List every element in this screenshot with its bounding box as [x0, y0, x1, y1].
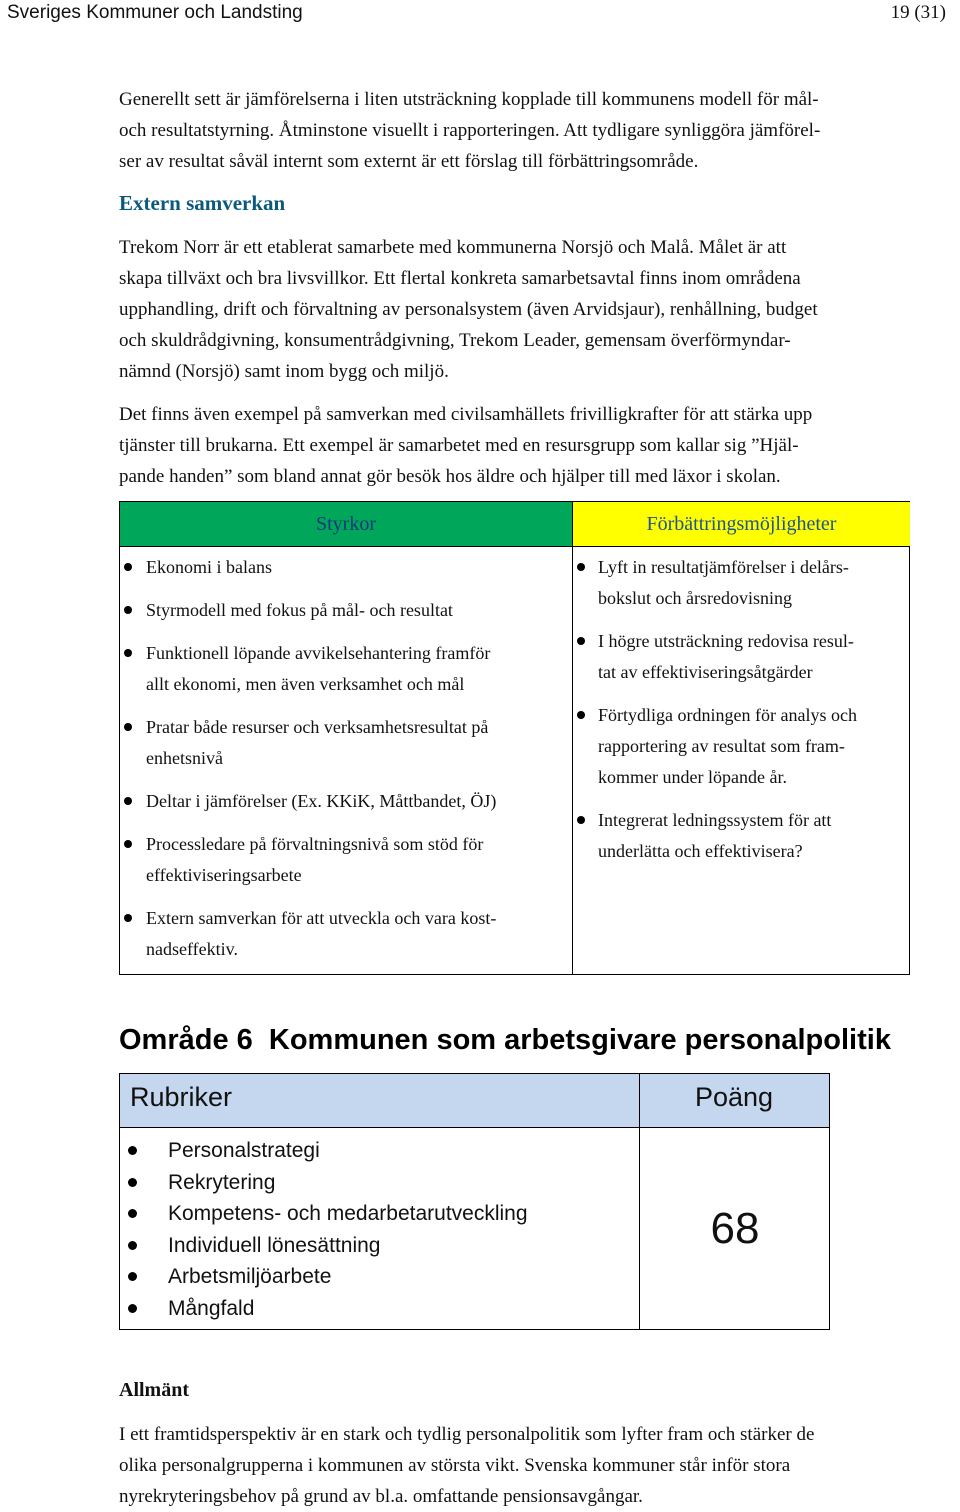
text-line: bokslut och årsredovisning [598, 588, 792, 608]
list-item [598, 805, 903, 867]
bullet-icon [128, 1178, 137, 1187]
bullet-icon [124, 723, 132, 731]
text-line: och resultatstyrning. Åtminstone visuellt i rapporteringen. Att tydligare synliggöra jämförel- [119, 120, 821, 141]
strengths-improvements-table [119, 501, 910, 975]
rubriker-list [168, 1135, 628, 1325]
extern-paragraph-1 [119, 232, 959, 387]
text-line: Lyft in resultatjämförelser i delårs- [598, 557, 849, 577]
text-line: Processledare på förvaltningsnivå som stöd för [146, 834, 484, 854]
list-item [146, 552, 566, 583]
text-line: Extern samverkan för att utveckla och vara kost- [146, 908, 497, 928]
text-line: Pratar både resurser och verksamhetsresultat på [146, 717, 489, 737]
text-line: upphandling, drift och förvaltning av personalsystem (även Arvidsjaur), renhållning, budget [119, 299, 818, 320]
text-line: ser av resultat såväl internt som externt är ett förslag till förbättringsområde. [119, 151, 699, 172]
extern-paragraph-2 [119, 399, 959, 492]
improvements-column [573, 546, 910, 974]
bullet-icon [128, 1272, 137, 1281]
bullet-icon [128, 1241, 137, 1250]
text-line: Ekonomi i balans [146, 557, 272, 577]
list-item [168, 1135, 628, 1167]
text-line: pande handen” som bland annat gör besök hos äldre och hjälper till med läxor i skolan. [119, 466, 781, 487]
text-line: enhetsnivå [146, 748, 223, 768]
bullet-icon [124, 914, 132, 922]
text-line: kommer under löpande år. [598, 767, 787, 787]
intro-paragraph [119, 84, 959, 177]
text-line: Rekrytering [168, 1170, 276, 1194]
bullet-icon [124, 606, 132, 614]
page-number: 19 (31) [890, 2, 946, 23]
text-line: I högre utsträckning redovisa resul- [598, 631, 854, 651]
bullet-icon [124, 563, 132, 571]
text-line: Kompetens- och medarbetarutveckling [168, 1202, 528, 1226]
bullet-icon [128, 1146, 137, 1155]
list-item [146, 829, 566, 891]
text-line: Generellt sett är jämförelserna i liten utsträckning kopplade till kommunens modell för mål- [119, 89, 819, 110]
strengths-column [120, 546, 573, 974]
text-line: och skuldrådgivning, konsumentrådgivning, Trekom Leader, gemensam överförmyndar- [119, 330, 791, 351]
list-item [146, 786, 566, 817]
document-header-organization: Sveriges Kommuner och Landsting [7, 2, 303, 23]
rubriker-score-table [119, 1073, 830, 1330]
improvements-list [598, 552, 903, 879]
text-line: Styrmodell med fokus på mål- och resultat [146, 600, 453, 620]
bullet-icon [577, 816, 585, 824]
text-line: Trekom Norr är ett etablerat samarbete med kommunerna Norsjö och Malå. Målet är att [119, 237, 787, 258]
section-heading-allmant: Allmänt [119, 1379, 189, 1401]
text-line: Integrerat ledningssystem för att [598, 810, 832, 830]
list-item [146, 638, 566, 700]
list-item [598, 626, 903, 688]
list-item [146, 595, 566, 626]
text-line: effektiviseringsarbete [146, 865, 302, 885]
text-line: Funktionell löpande avvikelsehantering framför [146, 643, 491, 663]
text-line: Personalstrategi [168, 1139, 320, 1162]
list-item [168, 1198, 628, 1230]
bullet-icon [124, 840, 132, 848]
bullet-icon [124, 797, 132, 805]
rubriker-table-header [120, 1074, 829, 1128]
text-line: tat av effektiviseringsåtgärder [598, 662, 813, 682]
text-line: Deltar i jämförelser (Ex. KKiK, Måttbandet, ÖJ) [146, 791, 497, 811]
list-item [168, 1293, 628, 1325]
bullet-icon [577, 711, 585, 719]
text-line: rapportering av resultat som fram- [598, 736, 845, 756]
text-line: allt ekonomi, men även verksamhet och mål [146, 674, 465, 694]
text-line: nadseffektiv. [146, 939, 238, 959]
strengths-header: Styrkor [120, 502, 573, 546]
text-line: I ett framtidsperspektiv är en stark och tydlig personalpolitik som lyfter fram och stärker de [119, 1424, 815, 1445]
text-line: Förtydliga ordningen för analys och [598, 705, 857, 725]
list-item [168, 1230, 628, 1262]
list-item [168, 1261, 628, 1293]
column-header-poang: Poäng [695, 1082, 774, 1112]
bullet-icon [128, 1209, 137, 1218]
text-line: Mångfald [168, 1296, 255, 1320]
section-heading-extern-samverkan: Extern samverkan [119, 191, 286, 215]
list-item [598, 700, 903, 793]
list-item [146, 903, 566, 965]
list-item [598, 552, 903, 614]
allmant-paragraph [119, 1419, 959, 1512]
text-line: olika personalgrupperna i kommunen av största vikt. Svenska kommuner står inför stora [119, 1455, 791, 1476]
bullet-icon [128, 1304, 137, 1313]
column-header-rubriker: Rubriker [130, 1082, 233, 1112]
score-value: 68 [710, 1204, 760, 1253]
text-line: Individuell lönesättning [168, 1233, 381, 1257]
bullet-icon [124, 649, 132, 657]
text-line: nämnd (Norsjö) samt inom bygg och miljö. [119, 361, 449, 382]
list-item [168, 1167, 628, 1199]
text-line: underlätta och effektivisera? [598, 841, 803, 861]
area-6-title: Område 6 Kommunen som arbetsgivare personalpolitik [119, 1024, 891, 1056]
text-line: nyrekryteringsbehov på grund av bl.a. omfattande pensionsavgångar. [119, 1486, 643, 1507]
bullet-icon [577, 637, 585, 645]
improvements-header: Förbättringsmöjligheter [573, 502, 910, 546]
list-item [146, 712, 566, 774]
text-line: Det finns även exempel på samverkan med civilsamhällets frivilligkrafter för att stärka upp [119, 404, 813, 425]
text-line: skapa tillväxt och bra livsvillkor. Ett flertal konkreta samarbetsavtal finns inom områdena [119, 268, 801, 289]
text-line: tjänster till brukarna. Ett exempel är samarbetet med en resursgrupp som kallar sig ”Hjäl- [119, 435, 799, 456]
bullet-icon [577, 563, 585, 571]
strengths-list [146, 552, 566, 977]
text-line: Arbetsmiljöarbete [168, 1265, 332, 1289]
